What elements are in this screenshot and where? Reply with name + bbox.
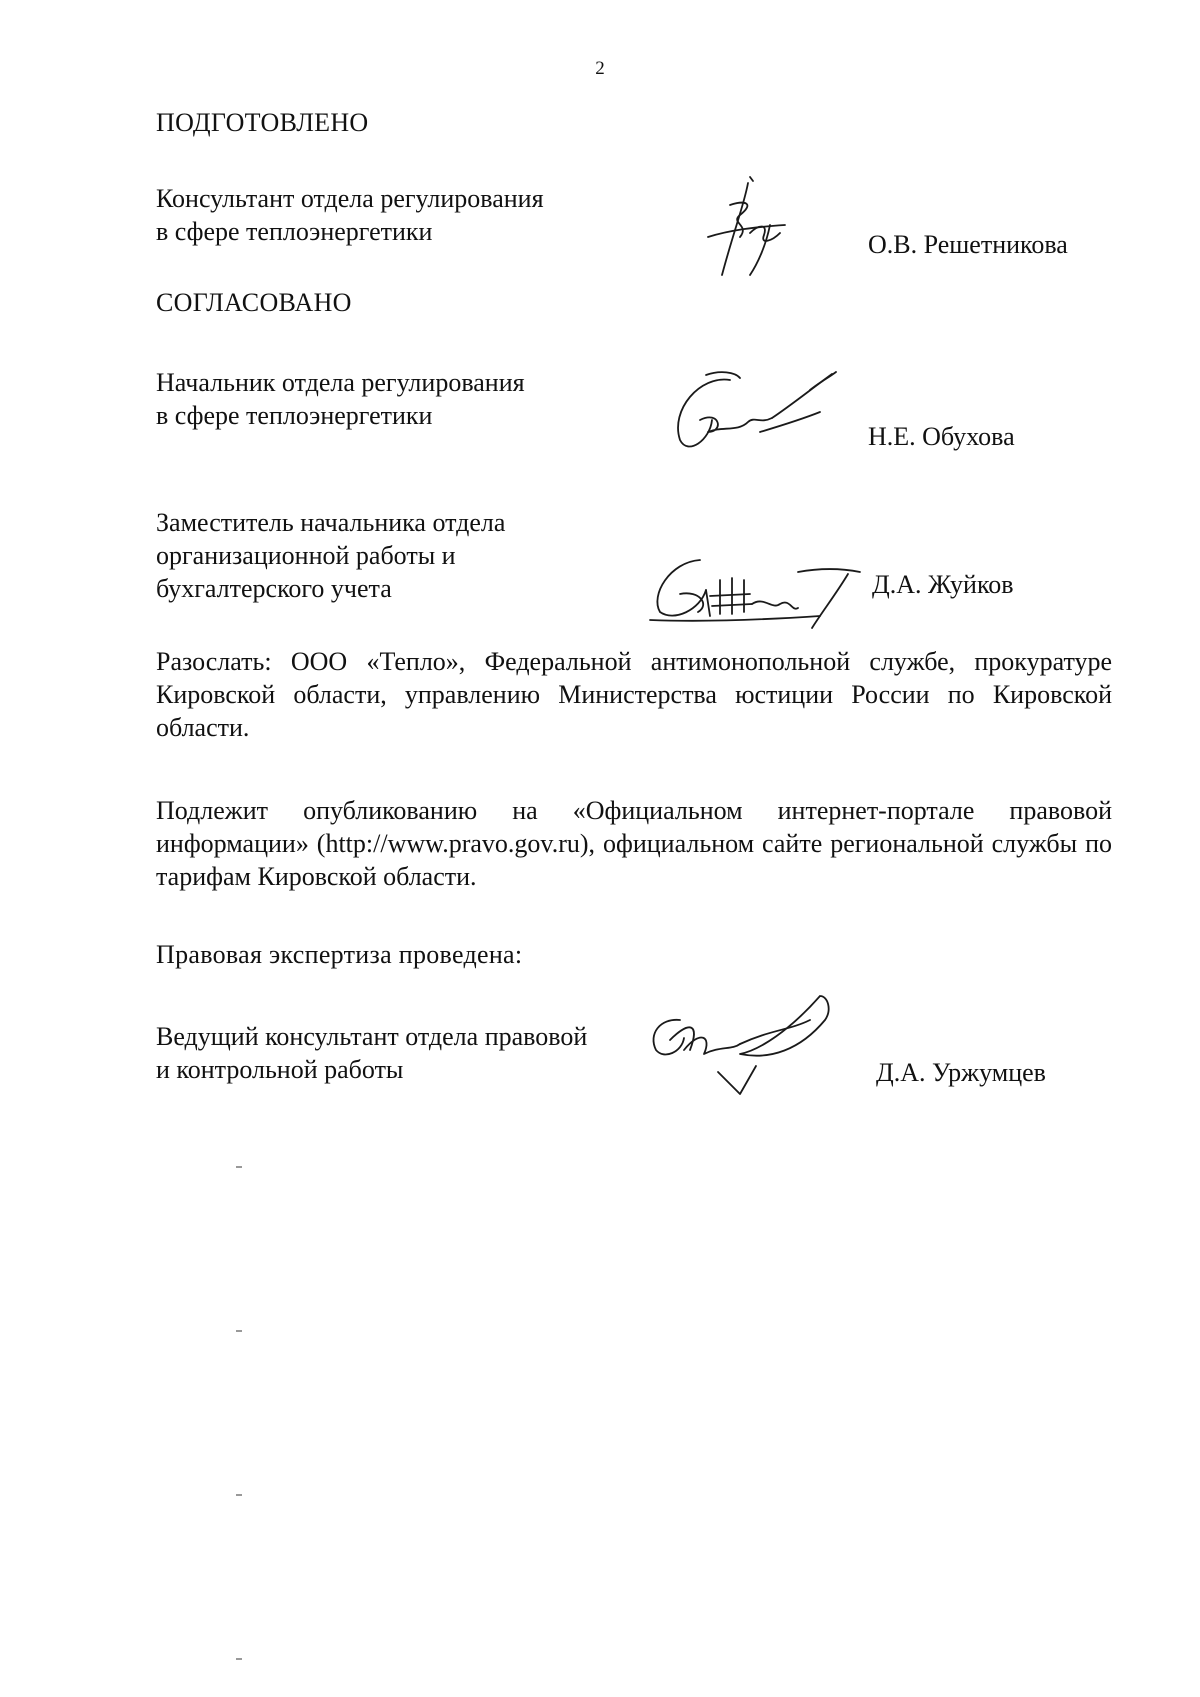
page-number: 2	[595, 58, 605, 79]
agreed-signer-2-name: Д.А. Жуйков	[872, 570, 1014, 599]
publication-text: Подлежит опубликованию на «Официальном интернет-портале правовой информации» (http://www.pravo.gov.ru), официальном сайте региональной службы по тарифам Кировской области.	[156, 796, 1112, 891]
prepared-heading: ПОДГОТОВЛЕНО	[156, 108, 369, 137]
agreed-signer-2-position-line1: Заместитель начальника отдела	[156, 508, 506, 537]
legal-review-signer-name: Д.А. Уржумцев	[876, 1058, 1046, 1087]
agreed-signer-2-position-line2: организационной работы и	[156, 541, 456, 570]
agreed-signer-1-position	[156, 366, 525, 432]
scan-speck	[236, 1658, 242, 1660]
scan-speck	[236, 1166, 242, 1168]
legal-review-heading: Правовая экспертиза проведена:	[156, 940, 523, 969]
signature-reshetnikova	[700, 175, 800, 285]
prepared-signer-name: О.В. Решетникова	[868, 230, 1068, 259]
signature-obukhova	[660, 360, 850, 460]
scan-speck	[236, 1494, 242, 1496]
agreed-signer-2-position-line3: бухгалтерского учета	[156, 574, 392, 603]
legal-review-position-line2: и контрольной работы	[156, 1055, 404, 1084]
prepared-position-line2: в сфере теплоэнергетики	[156, 217, 433, 246]
agreed-signer-1-position-line1: Начальник отдела регулирования	[156, 368, 525, 397]
agreed-signer-2-position	[156, 506, 505, 605]
scan-speck	[236, 1330, 242, 1332]
prepared-position	[156, 182, 544, 248]
distribution-text: Разослать: ООО «Тепло», Федеральной антимонопольной службе, прокуратуре Кировской области, управлению Министерства юстиции России по Кировской области.	[156, 647, 1112, 742]
prepared-position-line1: Консультант отдела регулирования	[156, 184, 544, 213]
agreed-signer-1-position-line2: в сфере теплоэнергетики	[156, 401, 433, 430]
legal-review-position-line1: Ведущий консультант отдела правовой	[156, 1022, 588, 1051]
agreed-heading: СОГЛАСОВАНО	[156, 288, 352, 317]
legal-review-position	[156, 1020, 587, 1086]
agreed-signer-1-name: Н.Е. Обухова	[868, 422, 1015, 451]
signature-zhuikov	[640, 550, 870, 630]
signature-urzhumtsev	[640, 990, 840, 1110]
